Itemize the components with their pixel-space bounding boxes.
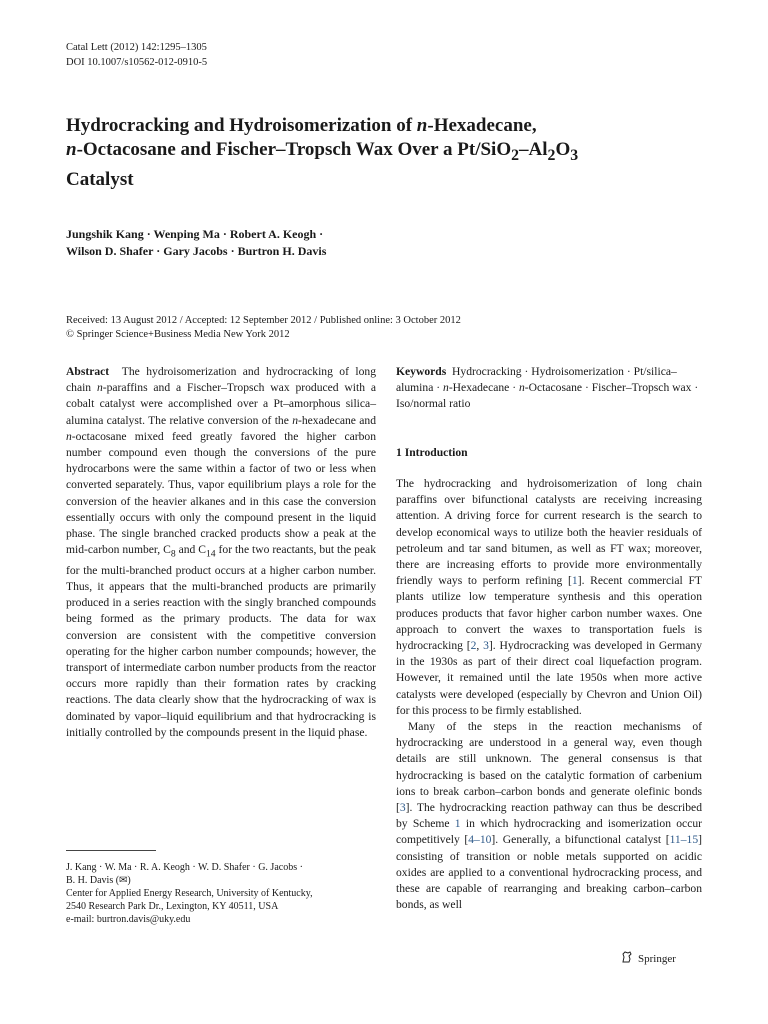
title-line-3: Catalyst [66, 168, 134, 190]
citation-link[interactable]: 1 [571, 574, 578, 588]
affil-address-line: 2540 Research Park Dr., Lexington, KY 40511, USA [66, 901, 279, 912]
scheme-link[interactable]: 1 [454, 817, 461, 831]
keywords-block [396, 364, 702, 413]
copyright-line: © Springer Science+Business Media New York 2012 [66, 329, 290, 340]
keywords-label: Keywords [396, 365, 447, 378]
abstract-block [66, 364, 376, 741]
dates-line: Received: 13 August 2012 / Accepted: 12 September 2012 / Published online: 3 October 2012 [66, 315, 461, 326]
publication-dates [66, 314, 706, 342]
publisher-name: Springer [638, 952, 676, 965]
introduction-body [396, 476, 702, 913]
intro-paragraph-1: The hydrocracking and hydroisomerization of long chain paraffins over bifunctional catalysts are receiving increasing attention. A driving force for current research is the search to develop economical ways to utilize both the heavier residuals of petroleum and tar sand bitumen, as well as FT wax; moreover, there are increasing efforts to provide more environmentally friendly ways to perform refining [1]. Recent commercial FT plants utilize low temperature synthesis and this operation produces products that favor higher carbon number waxes. One approach to convert the waxes to transportation fuels is hydrocracking [2, 3]. Hydrocracking was developed in Germany in the 1930s as part of their direct coal liquefaction program. However, it remained until the late 1950s when more active catalysts were developed (especially by Chevron and Union Oil) for this process to be firmly established. [396, 477, 703, 717]
affiliation-block [66, 861, 366, 926]
citation-link[interactable]: 4–10 [468, 833, 492, 847]
affil-corresponding-line: B. H. Davis (✉) [66, 875, 131, 886]
author-list [66, 226, 706, 260]
authors-line-1: Jungshik Kang · Wenping Ma · Robert A. Keogh · [66, 227, 324, 241]
title-line-2: n-Octacosane and Fischer–Tropsch Wax Over a $Pt/SiO_2-Al_2O_3$ [66, 139, 579, 164]
citation-link[interactable]: 11–15 [669, 833, 699, 847]
affil-email-line: e-mail: burtron.davis@uky.edu [66, 914, 191, 925]
keywords-text: Hydrocracking · Hydroisomerization · Pt/silica–alumina · n-Hexadecane · n-Octacosane · Fischer–Tropsch wax · Iso/normal ratio [396, 365, 699, 411]
citation-link[interactable]: 3 [483, 639, 489, 653]
citation-link[interactable]: 3 [399, 801, 406, 815]
footnote-divider [66, 850, 156, 851]
springer-horse-icon [620, 950, 634, 967]
intro-paragraph-2: Many of the steps in the reaction mechanisms of hydrocracking are understood in a general way, even though details are still unknown. The general consensus is that hydrocracking is based on the catalytic formation of carbenium ions to break carbon–carbon bonds and generate olefinic bonds [3]. The hydrocracking reaction pathway can thus be described by Scheme 1 in which hydrocracking and isomerization occur competitively [4–10]. Generally, a bifunctional catalyst [11–15] consisting of transition or noble metals supported on acidic oxides are applied to a conventional hydrocracking process, and these are capable of rearranging and breaking carbon–carbon bonds, as well [396, 720, 702, 912]
title-line-1: Hydrocracking and Hydroisomerization of n-Hexadecane, [66, 115, 537, 136]
publisher-footer [620, 950, 676, 967]
affil-authors-line: J. Kang · W. Ma · R. A. Keogh · W. D. Shafer · G. Jacobs · [66, 862, 303, 873]
abstract-text: The hydroisomerization and hydrocracking of long chain n-paraffins and a Fischer–Tropsch wax produced with a cobalt catalyst were accomplished over a Pt–amorphous silica–alumina catalyst. The relative conversion of the n-hexadecane and n-octacosane mixed feed greatly favored the higher carbon number compound even though the conversions of the pure hydrocarbons were the same within a factor of two or less when converted separately. Thus, vapor equilibrium plays a role for the conversion of the heavier alkanes and in this case the conversion essentially occurs with only the compound present in the liquid phase. The single branched cracked products show a peak at the mid-carbon number, $C_8$ and $C_{14}$ for the two reactants, but the peak for the multi-branched product occurs at a higher carbon number. Thus, it appears that the multi-branched products are primarily produced in a series reaction with the singly branched compounds being formed as the primary products. The data for wax conversion are consistent with the competitive conversion operating for the higher carbon number compounds; however, the transport of intermediate carbon number products from the reactor occurs more rapidly than their formation rates by cracking reactions. The data clearly show that the hydrocracking of wax is dominated by vapor–liquid equilibrium and that hydrocracking is initially controlled by the compounds present in the liquid phase. [66, 365, 376, 739]
affil-institution-line: Center for Applied Energy Research, University of Kentucky, [66, 888, 313, 899]
abstract-label: Abstract [66, 365, 110, 378]
citation-link[interactable]: 2 [470, 639, 477, 653]
journal-meta [66, 40, 207, 70]
authors-line-2: Wilson D. Shafer · Gary Jacobs · Burtron H. Davis [66, 244, 327, 258]
journal-citation: Catal Lett (2012) 142:1295–1305 [66, 42, 207, 53]
paper-title [66, 114, 706, 192]
section-heading-introduction: 1 Introduction [396, 446, 468, 459]
doi-text: DOI 10.1007/s10562-012-0910-5 [66, 57, 208, 68]
